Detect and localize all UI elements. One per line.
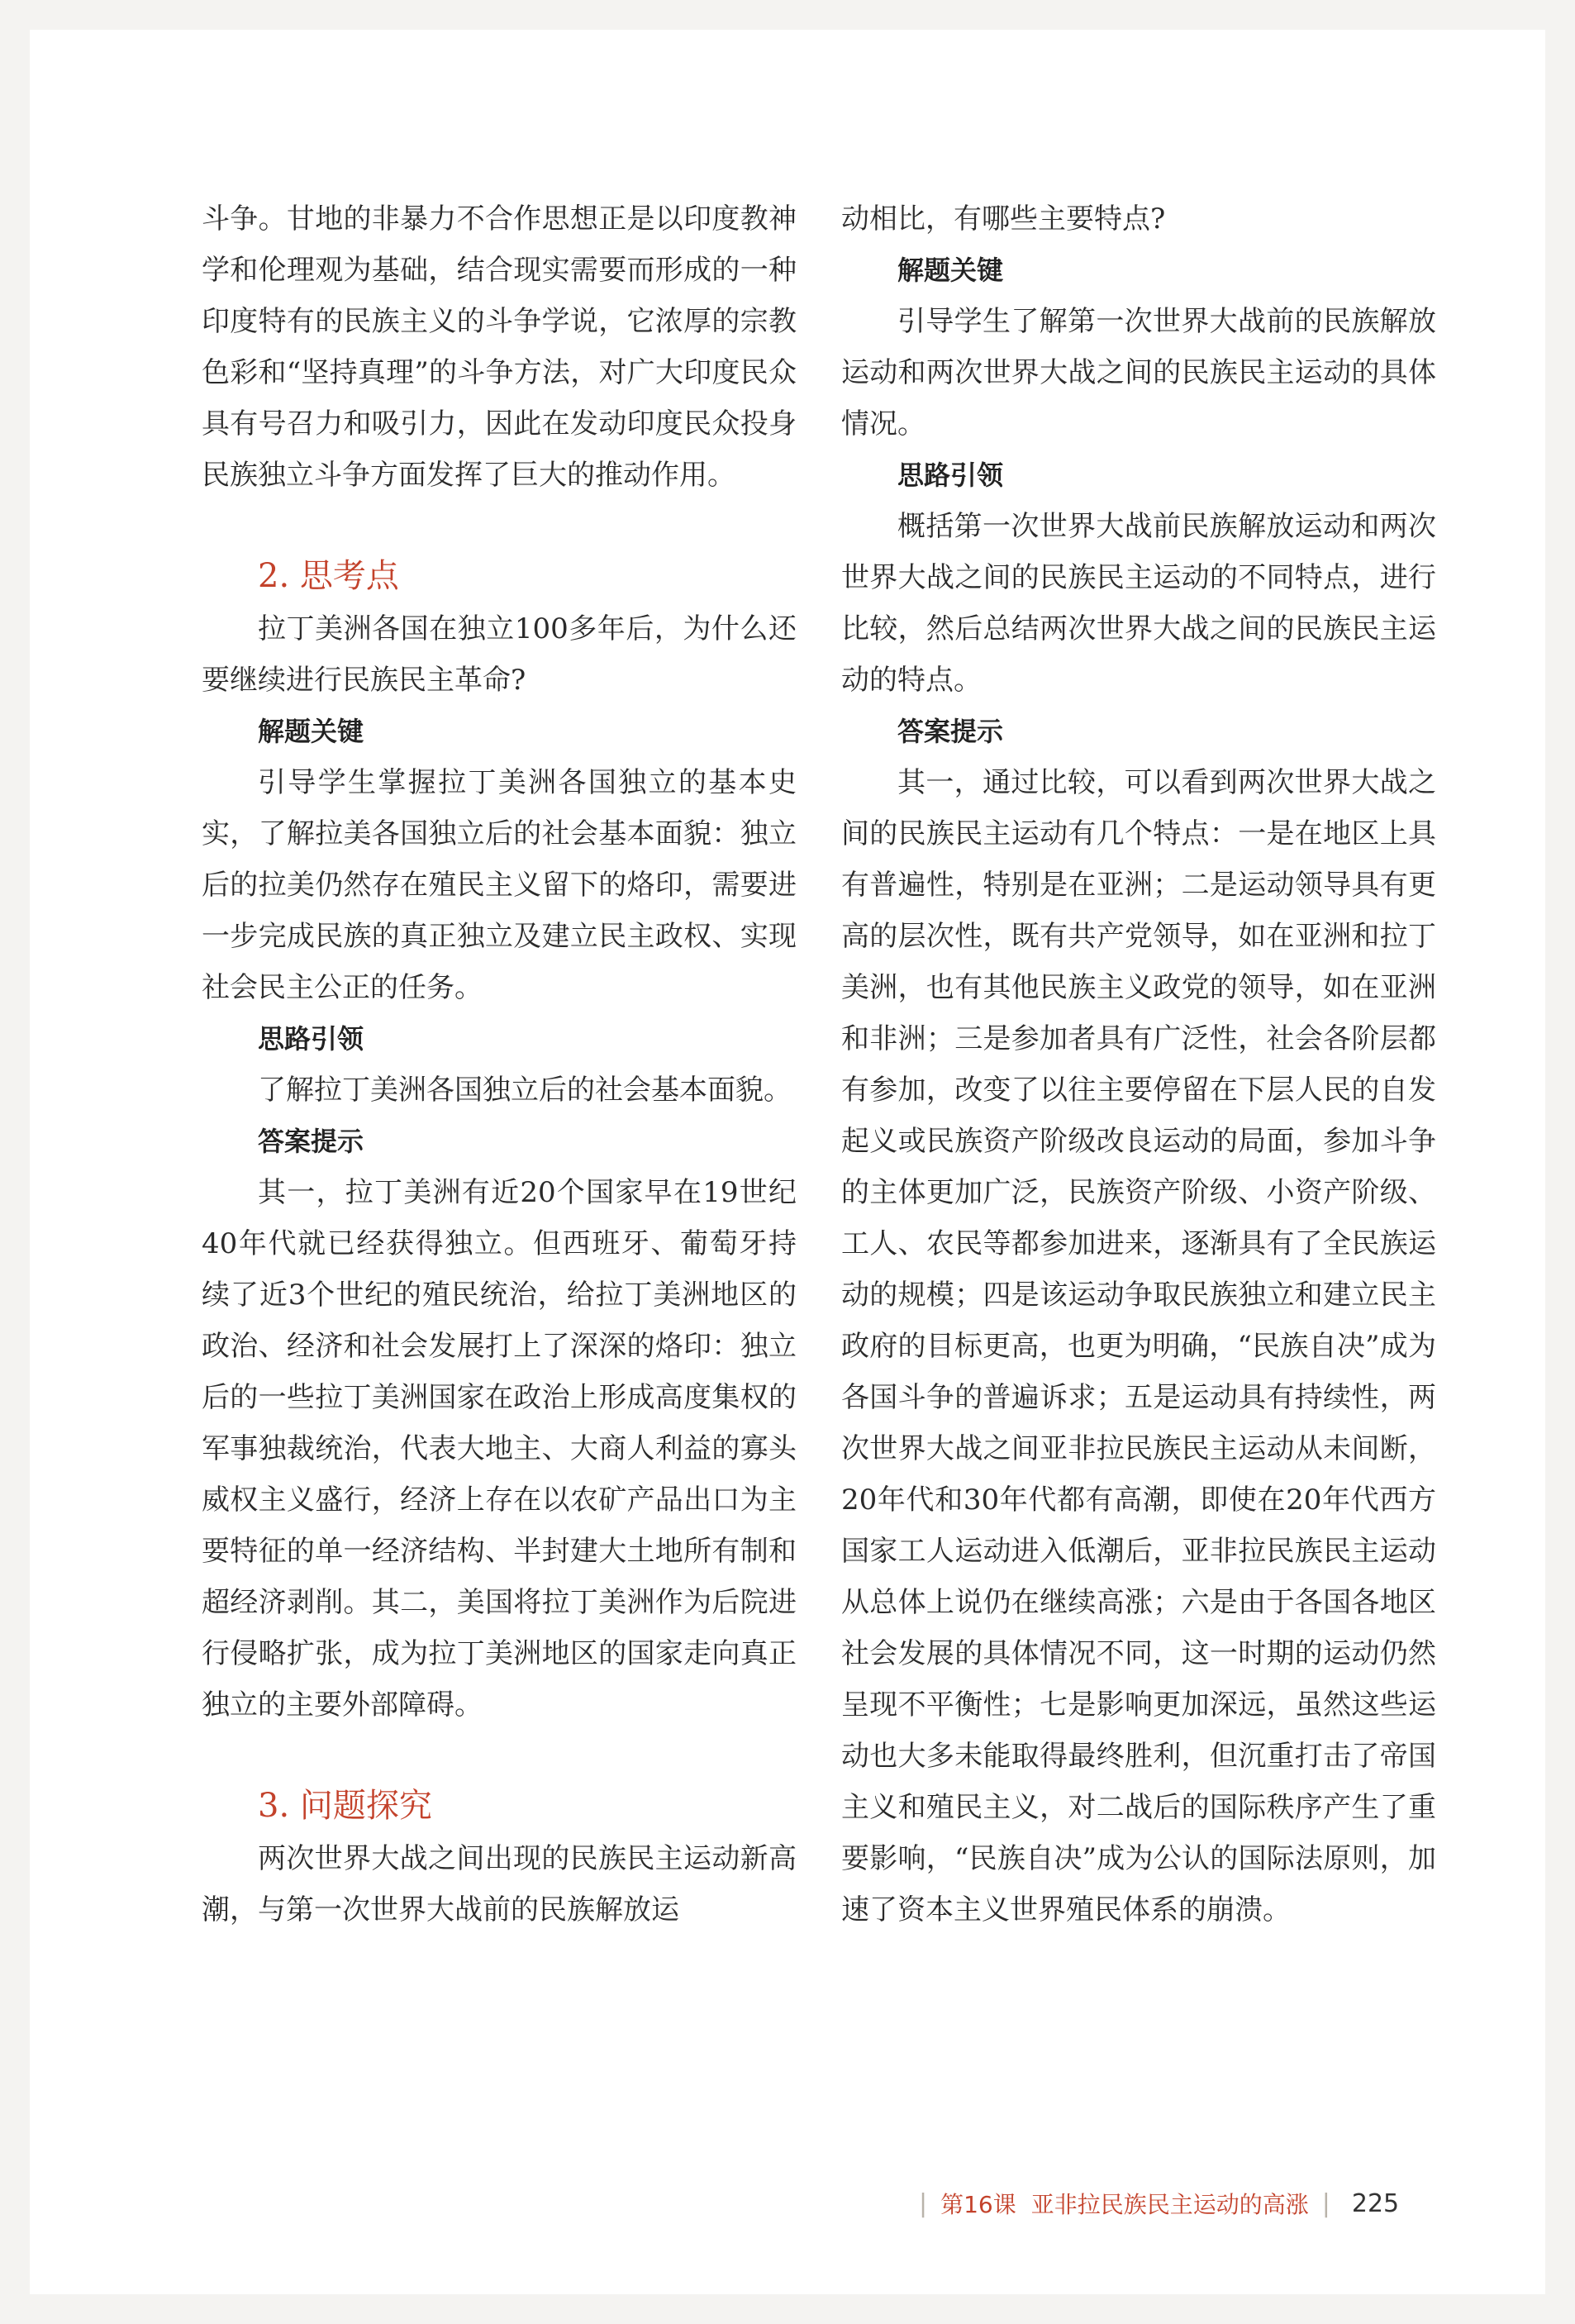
section-heading-2: 2. 思考点 bbox=[258, 557, 399, 595]
right-column bbox=[841, 193, 1436, 1936]
question-3-cont: 动相比，有哪些主要特点? bbox=[841, 202, 1166, 236]
key-text-3: 引导学生了解第一次世界大战前的民族解放运动和两次世界大战之间的民族民主运动的具体情况。 bbox=[841, 305, 1436, 441]
guide-text-3: 概括第一次世界大战前民族解放运动和两次世界大战之间的民族民主运动的不同特点，进行比较，然后总结两次世界大战之间的民族民主运动的特点。 bbox=[841, 510, 1436, 697]
footer-divider-left: | bbox=[919, 2188, 928, 2218]
label-answer-2: 答案提示 bbox=[258, 1126, 364, 1157]
paragraph-gandhi-cont: 斗争。甘地的非暴力不合作思想正是以印度教神学和伦理观为基础，结合现实需要而形成的一种印度特有的民族主义的斗争学说，它浓厚的宗教色彩和“坚持真理”的斗争方法，对广大印度民众具有号召力和吸引力，因此在发动印度民众投身民族独立斗争方面发挥了巨大的推动作用。 bbox=[202, 202, 797, 492]
lesson-number: 第16课 bbox=[940, 2191, 1016, 2218]
label-guide-2: 思路引领 bbox=[258, 1023, 364, 1055]
label-answer-3: 答案提示 bbox=[897, 716, 1004, 747]
footer-divider-right: | bbox=[1321, 2188, 1330, 2218]
page-number: 225 bbox=[1351, 2188, 1400, 2218]
left-column bbox=[202, 193, 797, 1936]
page-footer bbox=[906, 2187, 1399, 2220]
answer-text-2: 其一，拉丁美洲有近20个国家早在19世纪40年代就已经获得独立。但西班牙、葡萄牙持续了近3个世纪的殖民统治，给拉丁美洲地区的政治、经济和社会发展打上了深深的烙印：独立后的一些拉丁美洲国家在政治上形成高度集权的军事独裁统治，代表大地主、大商人利益的寡头威权主义盛行，经济上存在以农矿产品出口为主要特征的单一经济结构、半封建大土地所有制和超经济剥削。其二，美国将拉丁美洲作为后院进行侵略扩张，成为拉丁美洲地区的国家走向真正独立的主要外部障碍。 bbox=[202, 1176, 797, 1722]
section-heading-3: 3. 问题探究 bbox=[258, 1787, 432, 1825]
label-guide-3: 思路引领 bbox=[897, 460, 1004, 491]
label-key-2: 解题关键 bbox=[258, 716, 364, 747]
question-3: 两次世界大战之间出现的民族民主运动新高潮，与第一次世界大战前的民族解放运 bbox=[202, 1842, 797, 1926]
guide-text-2: 了解拉丁美洲各国独立后的社会基本面貌。 bbox=[258, 1074, 792, 1107]
page bbox=[30, 30, 1545, 2294]
key-text-2: 引导学生掌握拉丁美洲各国独立的基本史实，了解拉美各国独立后的社会基本面貌：独立后的拉美仍然存在殖民主义留下的烙印，需要进一步完成民族的真正独立及建立民主政权、实现社会民主公正的任务。 bbox=[202, 766, 797, 1004]
label-key-3: 解题关键 bbox=[897, 255, 1004, 286]
question-2: 拉丁美洲各国在独立100多年后，为什么还要继续进行民族民主革命? bbox=[202, 612, 797, 697]
answer-text-3: 其一，通过比较，可以看到两次世界大战之间的民族民主运动有几个特点：一是在地区上具有普遍性，特别是在亚洲；二是运动领导具有更高的层次性，既有共产党领导，如在亚洲和拉丁美洲，也有其他民族主义政党的领导，如在亚洲和非洲；三是参加者具有广泛性，社会各阶层都有参加，改变了以往主要停留在下层人民的自发起义或民族资产阶级改良运动的局面，参加斗争的主体更加广泛，民族资产阶级、小资产阶级、工人、农民等都参加进来，逐渐具有了全民族运动的规模；四是该运动争取民族独立和建立民主政府的目标更高，也更为明确，“民族自决”成为各国斗争的普遍诉求；五是运动具有持续性，两次世界大战之间亚非拉民族民主运动从未间断，20年代和30年代都有高潮，即使在20年代西方国家工人运动进入低潮后，亚非拉民族民主运动从总体上说仍在继续高涨；六是由于各国各地区社会发展的具体情况不同，这一时期的运动仍然呈现不平衡性；七是影响更加深远，虽然这些运动也大多未能取得最终胜利，但沉重打击了帝国主义和殖民主义，对二战后的国际秩序产生了重要影响，“民族自决”成为公认的国际法原则，加速了资本主义世界殖民体系的崩溃。 bbox=[841, 766, 1436, 1926]
lesson-title: 亚非拉民族民主运动的高涨 bbox=[1030, 2191, 1309, 2218]
